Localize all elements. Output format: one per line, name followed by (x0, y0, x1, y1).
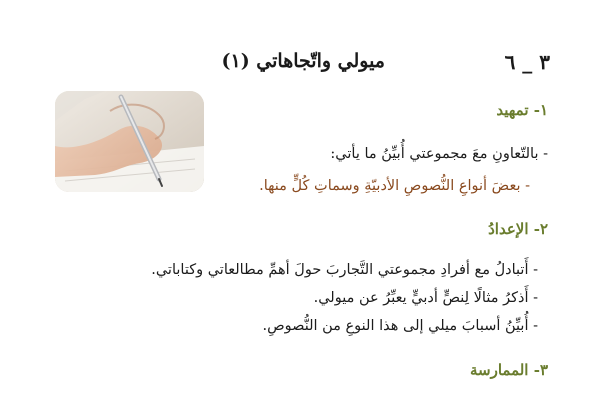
preparation-item-1: - أَتبادلُ مع أفرادِ مجموعتي التَّجاربَ حولَ أهمِّ مطالعاتي وكتاباتي. (151, 262, 538, 278)
section-heading-preparation: ٢- الإعدادُ (488, 220, 548, 238)
preparation-item-2: - أَذكرُ مثالًا لِنصٍّ أدبيٍّ يعبِّرُ عن ميولي. (313, 290, 538, 306)
intro-instruction: - بالتّعاونِ معَ مجموعتي أُبيِّنُ ما يأتي: (330, 146, 548, 162)
section-heading-practice: ٣- الممارسة (469, 361, 548, 379)
preparation-item-3: - أُبيِّنُ أسبابَ ميلي إلى هذا النوعِ من النُّصوصِ. (262, 318, 538, 334)
intro-highlight-item: - بعضَ أنواعِ النُّصوصِ الأدبيّةِ وسماتِ كُلٍّ منها. (259, 178, 530, 194)
hand-writing-photo (55, 91, 204, 192)
section-heading-intro: ١- تمهيد (496, 101, 548, 119)
hand-writing-illustration (55, 91, 204, 192)
lesson-title: ميولي واتّجاهاتي (١) (221, 50, 385, 72)
lesson-number: ٣ _ ٦ (504, 50, 550, 74)
